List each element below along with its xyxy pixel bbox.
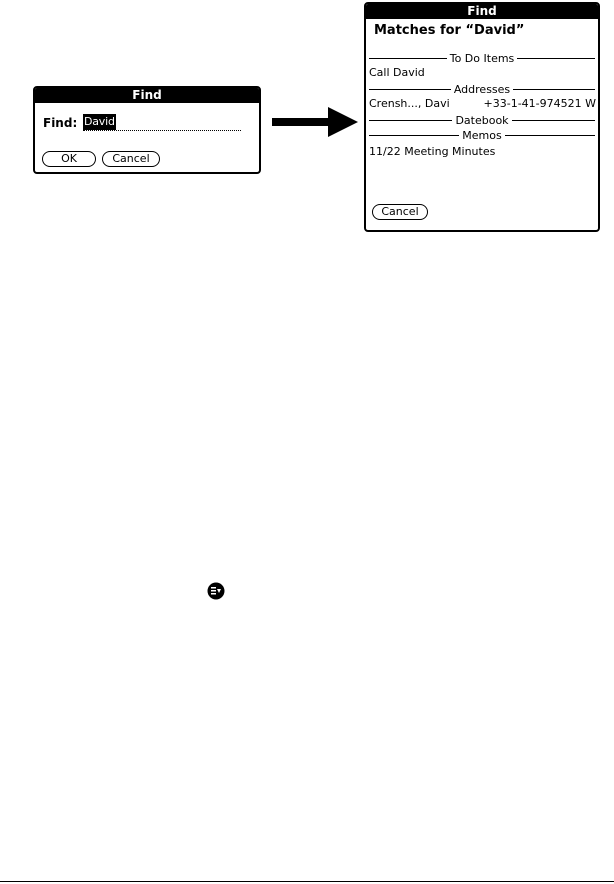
find-results-dialog	[364, 2, 600, 232]
find-dialog-title: Find	[35, 88, 259, 103]
find-menu-icon	[207, 582, 225, 600]
results-heading: Matches for “David”	[374, 23, 525, 38]
find-label: Find:	[43, 116, 78, 130]
result-address-name[interactable]: Crensh..., Davi	[369, 97, 450, 110]
result-memo-item[interactable]: 11/22 Meeting Minutes	[369, 145, 496, 158]
section-label: To Do Items	[449, 51, 515, 65]
section-addresses	[369, 82, 595, 96]
result-address-phone[interactable]: +33-1-41-974521 W	[483, 97, 596, 110]
cancel-button[interactable]: Cancel	[102, 151, 160, 167]
section-label: Memos	[462, 128, 502, 142]
results-dialog-title: Find	[366, 4, 598, 19]
section-label: Datebook	[455, 113, 509, 127]
find-input-underline	[83, 130, 241, 131]
find-input[interactable]: David	[84, 115, 115, 128]
footer-rule	[0, 881, 614, 882]
right-arrow-icon	[272, 105, 360, 139]
section-label: Addresses	[453, 82, 511, 96]
section-datebook	[369, 113, 595, 127]
result-todo-item[interactable]: Call David	[369, 66, 425, 79]
find-dialog	[33, 86, 261, 174]
ok-button[interactable]: OK	[42, 151, 96, 167]
section-memos	[369, 128, 595, 142]
section-todo-items	[369, 51, 595, 65]
results-cancel-button[interactable]: Cancel	[372, 204, 428, 220]
